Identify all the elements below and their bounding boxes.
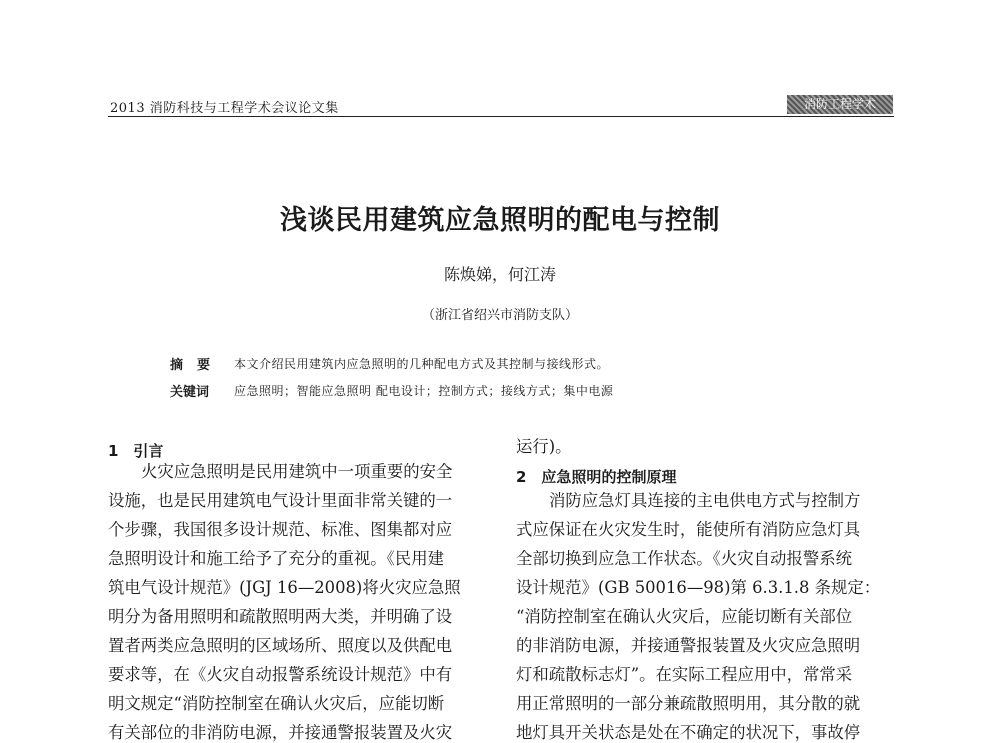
body-line: 置者两类应急照明的区域场所、照度以及供配电 (108, 636, 453, 655)
body-line: 有关部位的非消防电源，并接通警报装置及火灾 (108, 723, 453, 742)
affiliation: （浙江省绍兴市消防支队） (421, 308, 578, 323)
body-line: 设计规范》(GB 50016—98)第 6.3.1.8 条规定： (516, 578, 881, 597)
abstract-text: 本文介绍民用建筑内应急照明的几种配电方式及其控制与接线形式。 (234, 357, 610, 371)
body-line: 火灾应急照明是民用建筑中一项重要的安全 (141, 462, 453, 481)
body-line: 灯和疏散标志灯”。在实际工程应用中，常常采 (516, 665, 853, 684)
body-line-continued: 运行)。 (516, 437, 572, 456)
keywords-text: 应急照明；智能应急照明 配电设计；控制方式；接线方式；集中电源 (234, 384, 614, 398)
abstract-label: 摘要 (170, 358, 225, 373)
header-rule (108, 116, 894, 117)
left-column-body (108, 462, 498, 743)
body-line: 的非消防电源，并接通警报装置及火灾应急照明 (516, 636, 861, 655)
keywords-label: 关键词 (170, 385, 210, 400)
body-line: 明文规定“消防控制室在确认火灾后，应能切断 (108, 694, 445, 713)
body-line: 明分为备用照明和疏散照明两大类，并明确了设 (108, 607, 453, 626)
body-line: 要求等，在《火灾自动报警系统设计规范》中有 (108, 665, 453, 684)
section-heading-intro: 1 引言 (108, 442, 164, 460)
section-heading-control: 2 应急照明的控制原理 (516, 468, 677, 486)
journal-header: 2013 消防科技与工程学术会议论文集 (110, 101, 339, 116)
body-line: 急照明设计和施工给予了充分的重视。《民用建 (108, 549, 445, 568)
right-column-body (516, 491, 896, 743)
body-line: “消防控制室在确认火灾后，应能切断有关部位 (516, 607, 853, 626)
body-line: 用正常照明的一部分兼疏散照明用，其分散的就 (516, 694, 861, 713)
body-line: 地灯具开关状态是处在不确定的状况下，事故停 (516, 723, 861, 742)
paper-title: 浅谈民用建筑应急照明的配电与控制 (280, 205, 720, 236)
body-line: 个步骤，我国很多设计规范、标准、图集都对应 (108, 520, 453, 539)
body-line: 消防应急灯具连接的主电供电方式与控制方 (549, 491, 861, 510)
journal-logo: 消防工程学术 (787, 95, 893, 114)
body-line: 全部切换到应急工作状态。《火灾自动报警系统 (516, 549, 853, 568)
body-line: 式应保证在火灾发生时，能使所有消防应急灯具 (516, 520, 861, 539)
body-line: 设施，也是民用建筑电气设计里面非常关键的一 (108, 491, 453, 510)
authors: 陈焕娣，何江涛 (443, 265, 556, 284)
body-line: 筑电气设计规范》(JGJ 16—2008)将火灾应急照 (108, 578, 461, 597)
